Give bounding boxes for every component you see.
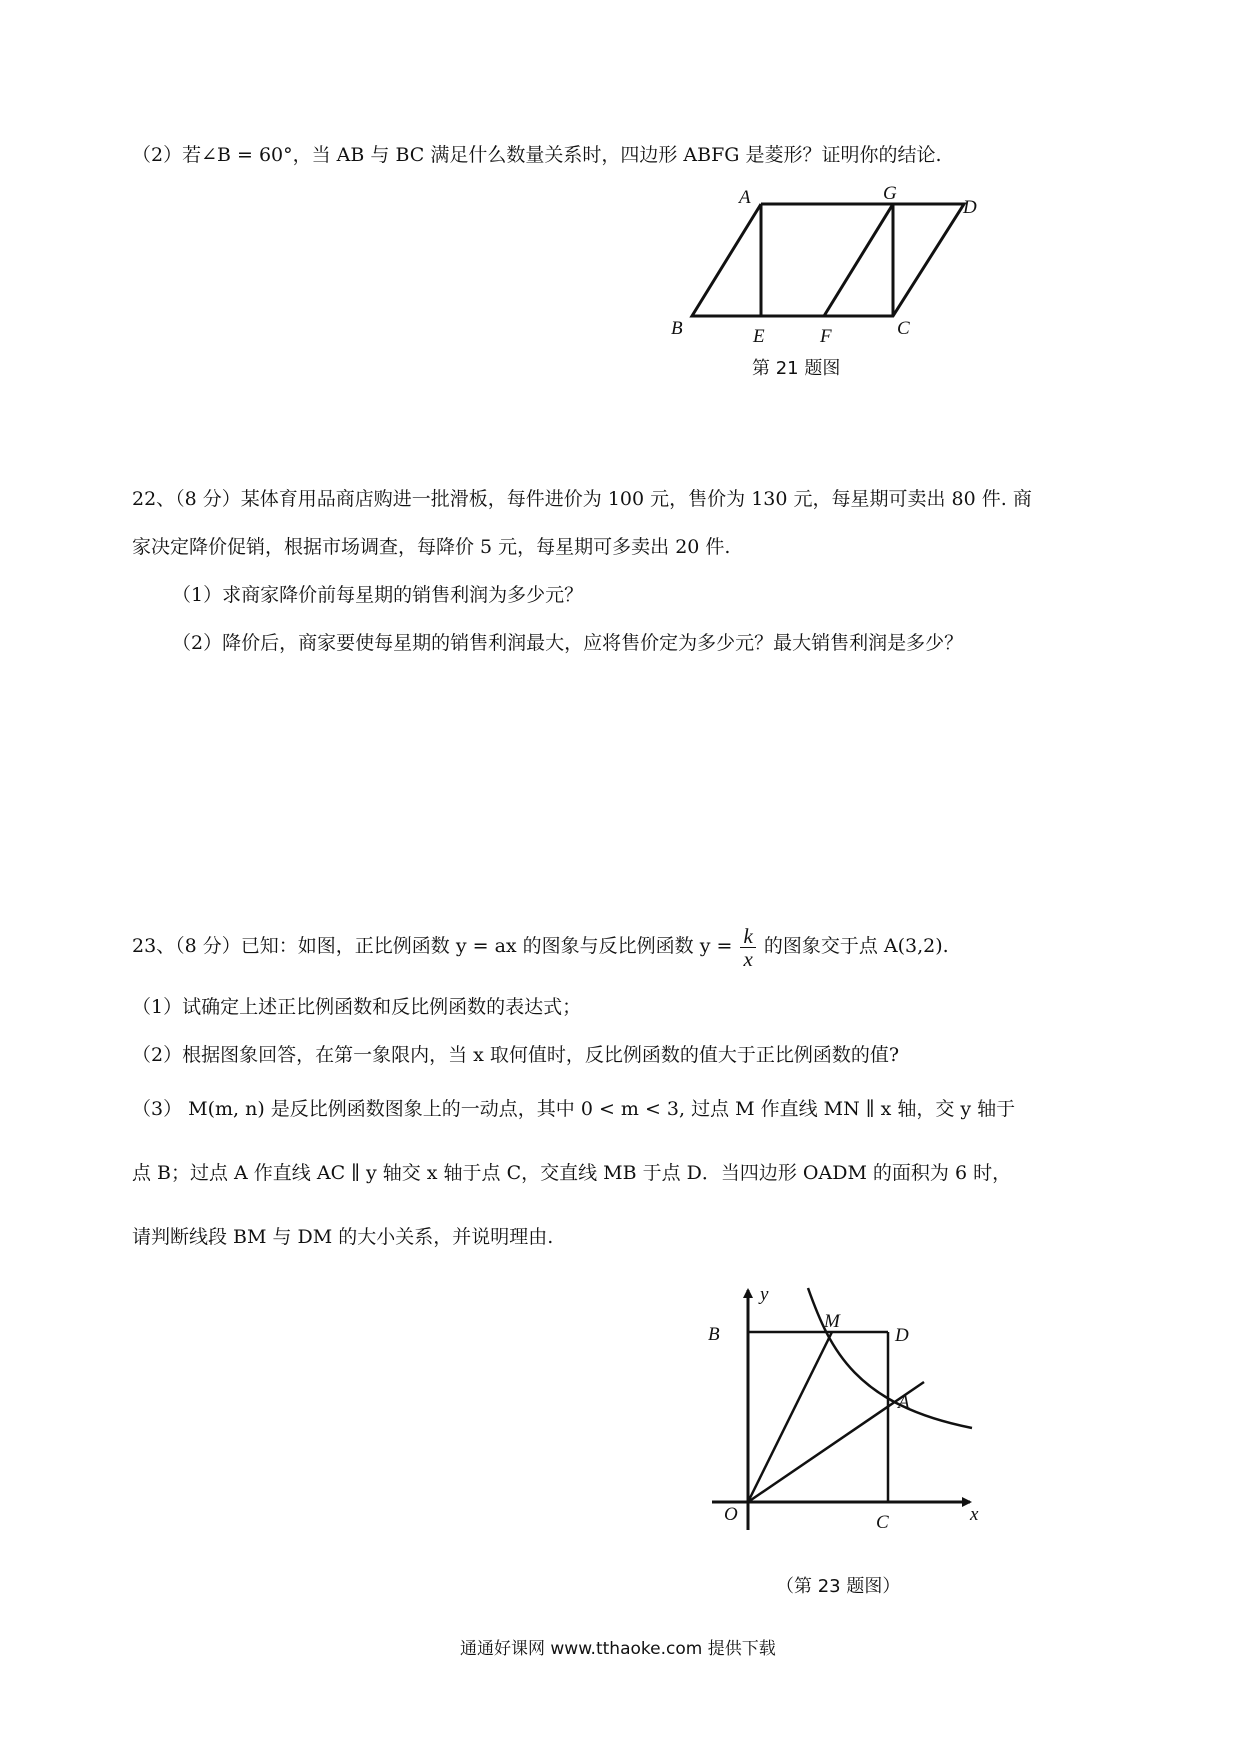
label-D: D	[963, 197, 977, 218]
label-C: C	[876, 1512, 889, 1533]
label-E: E	[753, 326, 765, 347]
label-B: B	[708, 1324, 720, 1345]
q23-figure	[690, 1270, 1000, 1560]
segment-OM	[748, 1332, 832, 1502]
fraction-denominator: x	[743, 946, 753, 971]
footer-text: 通通好课网 www.tthaoke.com 提供下载	[460, 1639, 776, 1659]
fraction-k-over-x	[740, 925, 755, 970]
label-A: A	[739, 187, 751, 208]
label-D: D	[895, 1325, 909, 1346]
label-F: F	[820, 326, 832, 347]
label-O: O	[724, 1504, 738, 1525]
q23-part2: （2）根据图象回答，在第一象限内，当 x 取何值时，反比例函数的值大于正比例函数的值?	[132, 1044, 900, 1066]
segment-GF	[824, 204, 893, 316]
label-x: x	[970, 1504, 979, 1525]
q23-part1: （1）试确定上述正比例函数和反比例函数的表达式；	[132, 996, 582, 1018]
q23-intro	[132, 922, 949, 970]
label-y: y	[760, 1284, 769, 1305]
fraction-numerator: k	[740, 925, 755, 948]
q21-part2: （2）若∠B = 60°，当 AB 与 BC 满足什么数量关系时，四边形 ABFG 是菱形？证明你的结论.	[132, 144, 942, 166]
parallelogram-ABCD	[692, 204, 964, 316]
q23-part3-line3: 请判断线段 BM 与 DM 的大小关系，并说明理由.	[132, 1226, 554, 1248]
label-B: B	[671, 318, 683, 339]
label-A: A	[898, 1392, 910, 1413]
label-C: C	[897, 318, 910, 339]
q23-part3-line2: 点 B；过点 A 作直线 AC ∥ y 轴交 x 轴于点 C，交直线 MB 于点 D．当四边形 OADM 的面积为 6 时，	[132, 1162, 1012, 1184]
q23-intro-b: 的图象交于点 A(3,2).	[763, 935, 949, 957]
q22-line1: 22、（8 分）某体育用品商店购进一批滑板，每件进价为 100 元，售价为 130 元，每星期可卖出 80 件. 商	[132, 488, 1032, 510]
q23-intro-a: 23、（8 分）已知：如图，正比例函数 y = ax 的图象与反比例函数 y =	[132, 935, 733, 957]
label-G: G	[883, 183, 897, 204]
q22-line2: 家决定降价促销，根据市场调查，每降价 5 元，每星期可多卖出 20 件.	[132, 536, 731, 558]
q21-caption: 第 21 题图	[752, 358, 841, 379]
q22-part1: （1）求商家降价前每星期的销售利润为多少元？	[172, 584, 584, 606]
q23-part3-line1: （3） M(m, n) 是反比例函数图象上的一动点，其中 0 < m < 3, 过点 M 作直线 MN ∥ x 轴，交 y 轴于	[132, 1098, 1016, 1120]
q21-figure	[660, 178, 990, 368]
label-M: M	[824, 1311, 840, 1332]
hyperbola-curve	[808, 1288, 972, 1428]
q23-caption: （第 23 题图）	[776, 1576, 901, 1597]
q22-part2: （2）降价后，商家要使每星期的销售利润最大，应将售价定为多少元？最大销售利润是多少？	[172, 632, 964, 654]
